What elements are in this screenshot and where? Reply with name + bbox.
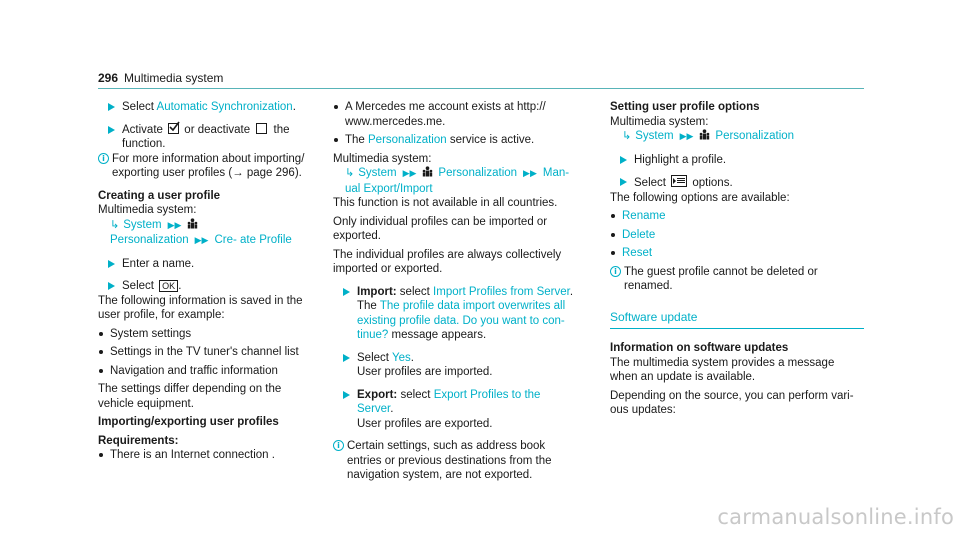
- heading-import-export: Importing/exporting user profiles: [98, 416, 279, 428]
- bullet-icon: [99, 350, 103, 354]
- bullet-icon: [99, 369, 103, 373]
- step-select-ok: Select OK .: [98, 279, 313, 294]
- bullet-icon: [334, 138, 338, 142]
- option-reset[interactable]: Reset: [622, 247, 653, 259]
- step-arrow-icon: [343, 288, 350, 296]
- list-item: [610, 228, 864, 243]
- bullet-icon: [611, 251, 615, 255]
- step-select-options: Select options.: [610, 175, 864, 191]
- header-rule: [98, 88, 864, 89]
- heading-profile-options: Setting user profile options: [610, 101, 760, 113]
- watermark: carmanualsonline.info: [717, 505, 954, 529]
- differ-text: The settings differ depending on the vehicle equipment.: [98, 383, 282, 410]
- personalization-icon: [699, 129, 710, 140]
- step-select-sync: Select Automatic Synchronization.: [98, 100, 313, 115]
- column-left: [98, 100, 313, 467]
- import-profiles-link[interactable]: Import Profiles from Server: [433, 285, 570, 298]
- double-chevron-icon: ▶▶: [167, 220, 182, 231]
- heading-software-info: Information on software updates: [610, 342, 789, 354]
- option-delete[interactable]: Delete: [622, 228, 656, 241]
- double-chevron-icon: ▶▶: [402, 169, 417, 179]
- note-info: i For more information about importing/ exporting user profiles (→ page 296).: [98, 152, 313, 181]
- options-available-text: The following options are available:: [610, 191, 790, 204]
- list-item: System settings: [98, 327, 313, 342]
- step-arrow-icon: [620, 156, 627, 164]
- multimedia-label: Multimedia system:: [610, 115, 709, 128]
- option-rename[interactable]: Rename: [622, 210, 666, 222]
- step-arrow-icon: [343, 391, 350, 399]
- info-icon: i: [610, 266, 621, 277]
- not-available-text: This function is not available in all countries.: [333, 197, 558, 209]
- personalization-icon: [422, 166, 433, 177]
- multimedia-label: Multimedia system:: [98, 204, 197, 216]
- menu-path-options: ↳ System ▶▶ Personalization: [622, 129, 795, 142]
- page-header: [98, 71, 223, 85]
- menu-path-create: ↳ System ▶▶Personalization ▶▶ Cre- ate Profile: [110, 217, 292, 246]
- list-item: A Mercedes me account exists at http:// www.mercedes.me.: [333, 100, 573, 129]
- multimedia-label: Multimedia system:: [333, 152, 432, 165]
- only-individual-text: Only individual profiles can be imported or exported.: [333, 215, 548, 242]
- automatic-sync-link[interactable]: Automatic Synchronization: [156, 101, 293, 113]
- menu-path-manual: ↳ System ▶▶ Personalization ▶▶ Man- ual Export/Import: [345, 166, 570, 195]
- yes-link[interactable]: Yes: [391, 351, 411, 364]
- checkbox-checked-icon: [168, 123, 179, 134]
- list-item: [610, 209, 864, 224]
- saved-info-text: The following information is saved in the user profile, for example:: [98, 294, 303, 321]
- bullet-icon: [611, 214, 615, 218]
- column-right: [610, 100, 864, 422]
- depending-text: Depending on the source, you can perform vari- ous updates:: [610, 389, 854, 416]
- step-enter-name: Enter a name.: [98, 257, 313, 272]
- list-item: Navigation and traffic information: [98, 364, 313, 379]
- bullet-icon: [611, 233, 615, 237]
- double-chevron-icon: ▶▶: [679, 132, 694, 142]
- ok-button-icon: OK: [159, 280, 178, 292]
- section-title-software: Software update: [610, 309, 698, 324]
- step-select-yes: Select Yes. User profiles are imported.: [333, 351, 573, 380]
- header-title: Multimedia system: [124, 71, 224, 85]
- list-item: The Personalization service is active.: [333, 133, 573, 148]
- options-menu-icon: [671, 175, 687, 187]
- double-chevron-icon: ▶▶: [194, 236, 209, 246]
- step-arrow-icon: [108, 260, 115, 268]
- section-rule: [610, 328, 864, 329]
- page-number: 296: [98, 71, 119, 85]
- requirements-label: Requirements:: [98, 434, 179, 447]
- column-middle: [333, 100, 573, 491]
- personalization-icon: [187, 218, 198, 229]
- collectively-text: The individual profiles are always collectively imported or exported.: [333, 248, 562, 275]
- list-item: Settings in the TV tuner's channel list: [98, 345, 313, 360]
- step-arrow-icon: [108, 282, 115, 290]
- path-arrow-icon: ↳: [110, 217, 120, 231]
- step-import: Import: select Import Profiles from Server. The The profile data import overwrites all existing profile data. Do you want to con- tinue? message appears.: [333, 285, 573, 343]
- step-arrow-icon: [343, 354, 350, 362]
- step-arrow-icon: [108, 126, 115, 134]
- step-highlight: Highlight a profile.: [610, 153, 864, 168]
- provides-text: The multimedia system provides a message when an update is available.: [610, 356, 835, 383]
- double-chevron-icon: ▶▶: [523, 169, 537, 179]
- step-arrow-icon: [108, 103, 115, 111]
- bullet-icon: [99, 453, 103, 457]
- export-profiles-link[interactable]: Export Profiles to the Server: [357, 388, 541, 415]
- list-item: [610, 246, 864, 261]
- heading-create-profile: Creating a user profile: [98, 189, 221, 202]
- list-item: There is an Internet connection .: [98, 448, 313, 463]
- step-arrow-icon: [620, 178, 627, 186]
- info-icon: i: [333, 440, 344, 451]
- bullet-icon: [99, 332, 103, 336]
- note-guest: i The guest profile cannot be deleted or renamed.: [610, 265, 864, 294]
- path-arrow-icon: ↳: [622, 129, 632, 142]
- step-export: Export: select Export Profiles to the Server. User profiles are exported.: [333, 388, 573, 432]
- note-settings: i Certain settings, such as address book entries or previous destinations from the navigation system, are not exported.: [333, 439, 573, 483]
- bullet-icon: [334, 105, 338, 109]
- step-activate: Activate or deactivate the function.: [98, 123, 313, 152]
- overwrite-message: The profile data import overwrites all existing profile data. Do you want to con- tinue?: [357, 300, 566, 341]
- path-arrow-icon: ↳: [345, 166, 355, 179]
- info-icon: i: [98, 153, 109, 164]
- checkbox-empty-icon: [256, 123, 267, 134]
